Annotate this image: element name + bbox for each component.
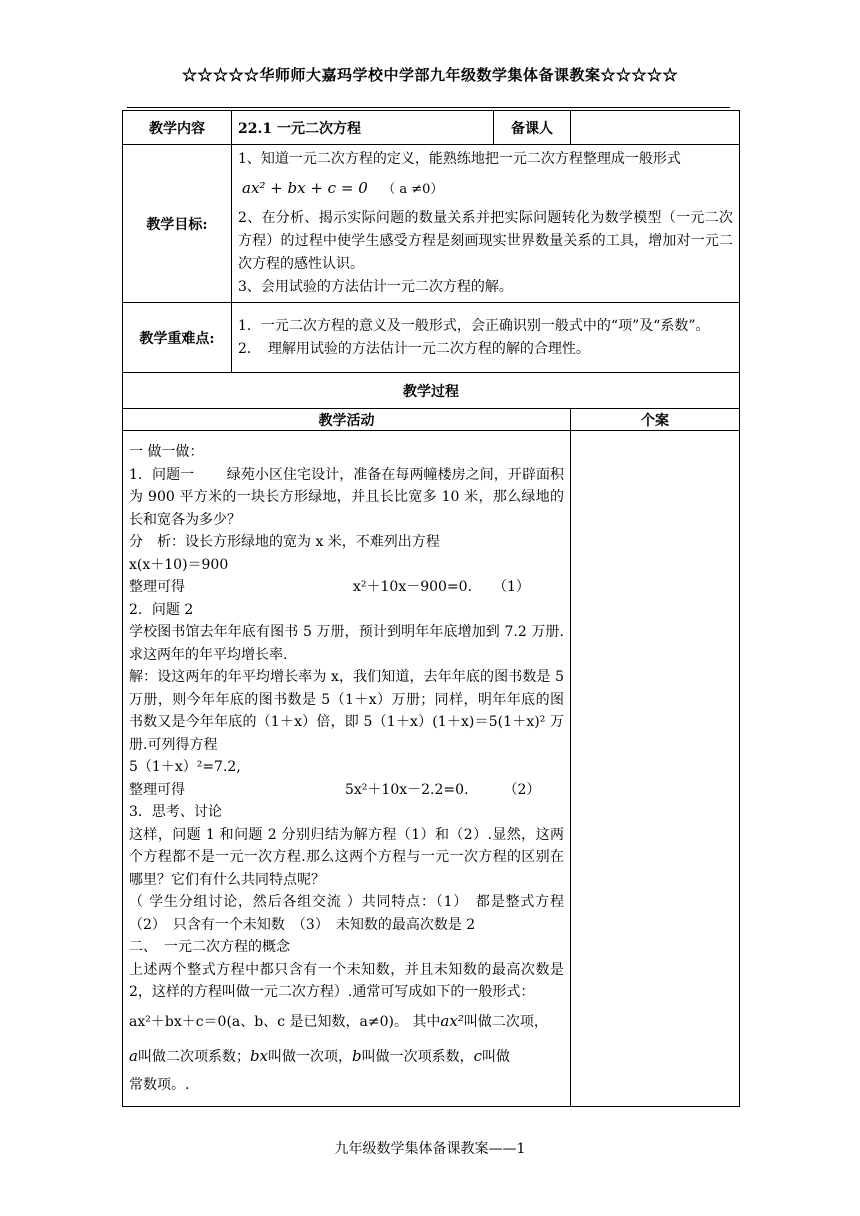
- common-features: （ 学生分组讨论，然后各组交流 ）共同特点：（1） 都是整式方程 （2） 只含有一个未知数 （3） 未知数的最高次数是 2: [129, 894, 578, 933]
- equation-line: 5（1＋x）²=7.2,: [129, 759, 241, 775]
- content-row: [123, 111, 740, 145]
- term-ax2: ax²: [440, 1011, 464, 1030]
- problem-2-heading: 2．问题 2: [129, 601, 194, 618]
- column-header-row: [123, 409, 740, 431]
- activity-cell: [123, 431, 578, 1107]
- term-b: b: [352, 1046, 362, 1065]
- goals-cell: [232, 145, 740, 303]
- constant-term-line: 常数项。.: [129, 1076, 190, 1093]
- arrange-label: 整理可得: [129, 781, 185, 798]
- linear-term-label: 叫做一次项，: [268, 1048, 353, 1065]
- process-title: 教学过程: [123, 373, 740, 409]
- process-title-row: [123, 373, 740, 409]
- activity-line: 一 做一做：: [129, 444, 204, 460]
- concept-text: 上述两个整式方程中都只含有一个未知数，并且未知数的最高次数是 2，这样的方程叫做一元二次方程）.通常可写成如下的一般形式：: [129, 961, 564, 1000]
- quadratic-coef-label: 叫做二次项系数；: [137, 1048, 250, 1065]
- equation-line: x(x＋10)＝900: [129, 556, 229, 573]
- header-rule: [127, 107, 730, 108]
- case-cell: [571, 431, 740, 1107]
- goal-formula-condition: （ a ≠0）: [382, 182, 444, 197]
- problem-2: 学校图书馆去年年底有图书 5 万册，预计到明年年底增加到 7.2 万册.求这两年的年平均增长率.: [129, 624, 564, 663]
- goal-3: 3、会用试验的方法估计一元二次方程的解。: [238, 279, 513, 295]
- preparer-value: [571, 111, 740, 145]
- concept-heading: 二、 一元二次方程的概念: [129, 939, 290, 955]
- equation-1: x²＋10x－900=0. （1）: [353, 579, 530, 595]
- goal-1: 1、知道一元二次方程的定义，能熟练地把一元二次方程整理成一般形式: [238, 151, 681, 167]
- analysis-line: 分 析：设长方形绿地的宽为 x 米，不难列出方程: [129, 534, 440, 550]
- lesson-plan-table: [122, 110, 740, 1107]
- goal-formula: ax² + bx + c = 0: [242, 179, 368, 197]
- goal-formula-line: [238, 171, 733, 207]
- content-label: 教学内容: [123, 111, 232, 145]
- discussion-heading: 3．思考、讨论: [129, 804, 222, 820]
- linear-coef-label: 叫做一次项系数，: [361, 1048, 474, 1065]
- preparer-label: 备课人: [494, 111, 571, 145]
- page-header: ☆☆☆☆☆华师师大嘉玛学校中学部九年级数学集体备课教案☆☆☆☆☆: [181, 66, 678, 84]
- term-bx: bx: [249, 1046, 269, 1065]
- keypoints-cell: [232, 303, 740, 373]
- solution-text: 解：设这两年的年平均增长率为 x，我们知道，去年年底的图书数是 5 万册，则今年年底的图书数是 5（1＋x）万册；同样，明年年底的图书数又是今年年底的（1＋x）倍，即 5（1＋x）(1＋x)＝5(1＋x)² 万册.可列得方程: [129, 669, 564, 753]
- page-footer: 九年级数学集体备课教案——1: [334, 1141, 526, 1157]
- equation-1-line: [129, 576, 564, 599]
- problem-1: 1．问题一 绿苑小区住宅设计，准备在每两幢楼房之间，开辟面积为 900 平方米的一块长方形绿地，并且长比宽多 10 米，那么绿地的长和宽各为多少？: [129, 466, 564, 528]
- content-title: 22.1 一元二次方程: [232, 111, 494, 145]
- coefficient-line: [129, 1039, 564, 1074]
- constant-label: 叫做: [482, 1048, 511, 1065]
- keypoints-label: 教学重难点:: [123, 303, 232, 373]
- goal-2: 2、在分析、揭示实际问题的数量关系并把实际问题转化为数学模型（一元二次方程）的过程中使学生感受方程是刻画现实世界数量关系的工具，增加对一元二次方程的感性认识。: [238, 210, 733, 272]
- keypoints-row: [123, 303, 740, 373]
- goals-label: 教学目标:: [123, 145, 232, 303]
- general-form-line: [129, 1004, 564, 1039]
- keypoint-1: 1．一元二次方程的意义及一般形式，会正确识别一般式中的“项”及“系数”。: [238, 317, 710, 334]
- case-column-title: 个案: [571, 409, 740, 431]
- activity-column-title: 教学活动: [123, 409, 571, 431]
- term-a: a: [129, 1046, 138, 1065]
- arrange-label: 整理可得: [129, 579, 185, 595]
- general-form: ax²＋bx＋c＝0(a、b、c 是已知数，a≠0)。 其中: [129, 1013, 441, 1030]
- activity-row: [123, 431, 740, 1107]
- term-c: c: [473, 1046, 483, 1065]
- keypoint-2: 2． 理解用试验的方法估计一元二次方程的解的合理性。: [238, 340, 590, 357]
- equation-2-line: [129, 779, 564, 802]
- goals-row: [123, 145, 740, 303]
- equation-2: 5x²＋10x－2.2=0. （2）: [345, 781, 541, 798]
- quadratic-term-label: 叫做二次项，: [463, 1013, 548, 1030]
- discussion-text: 这样，问题 1 和问题 2 分别归结为解方程（1）和（2）.显然，这两个方程都不是一元一次方程.那么这两个方程与一元一次方程的区别在哪里？它们有什么共同特点呢？: [129, 826, 564, 888]
